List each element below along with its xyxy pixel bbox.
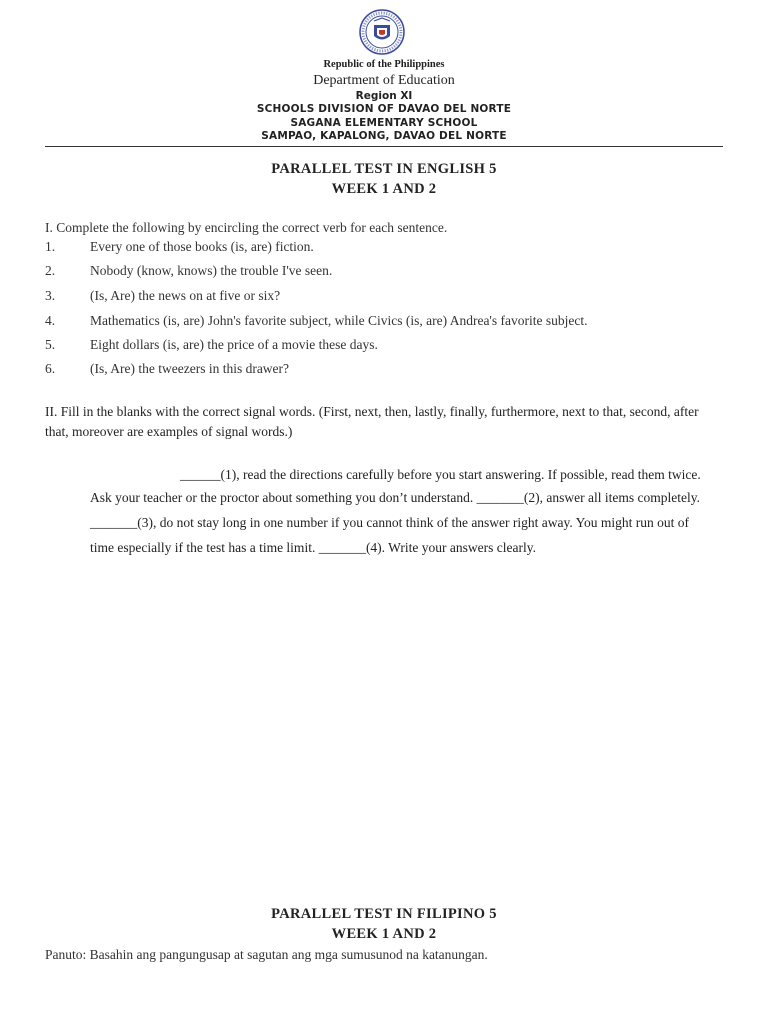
deped-seal-logo: [359, 9, 405, 55]
list-item: (Is, Are) the tweezers in this drawer?: [90, 361, 290, 376]
list-item: (Is, Are) the news on at five or six?: [90, 288, 281, 303]
division-header: SCHOOLS DIVISION OF DAVAO DEL NORTE: [256, 103, 512, 115]
item-number: 3.: [45, 288, 56, 303]
department-header: Department of Education: [313, 73, 455, 88]
list-item: Nobody (know, knows) the trouble I've seen.: [90, 263, 333, 278]
filipino-test-title: PARALLEL TEST IN FILIPINO 5: [271, 906, 497, 922]
english-test-title: PARALLEL TEST IN ENGLISH 5: [271, 161, 497, 177]
school-header: SAGANA ELEMENTARY SCHOOL: [290, 117, 478, 129]
item-number: 6.: [45, 361, 56, 376]
filipino-week-label: WEEK 1 AND 2: [331, 926, 437, 942]
passage-line: ______(1), read the directions carefully before you start answering. If possible, read them twice.: [180, 467, 701, 482]
header-divider: [45, 146, 723, 147]
english-week-label: WEEK 1 AND 2: [331, 181, 437, 197]
item-number: 4.: [45, 313, 56, 328]
passage-line: Ask your teacher or the proctor about something you don’t understand. _______(2), answer all items completely.: [90, 490, 700, 505]
filipino-instruction: Panuto: Basahin ang pangungusap at sagutan ang mga sumusunod na katanungan.: [45, 947, 488, 962]
list-item: Mathematics (is, are) John's favorite subject, while Civics (is, are) Andrea's favorite subject.: [90, 313, 588, 328]
passage-line: time especially if the test has a time limit. _______(4). Write your answers clearly.: [90, 540, 536, 555]
republic-header: Republic of the Philippines: [323, 59, 445, 70]
part1-instruction: I. Complete the following by encircling the correct verb for each sentence.: [45, 220, 448, 235]
passage-line: _______(3), do not stay long in one number if you cannot think of the answer right away. You might run out of: [90, 515, 690, 530]
list-item: Eight dollars (is, are) the price of a movie these days.: [90, 337, 378, 352]
item-number: 2.: [45, 263, 56, 278]
address-header: SAMPAO, KAPALONG, DAVAO DEL NORTE: [261, 130, 507, 142]
item-number: 5.: [45, 337, 56, 352]
item-number: 1.: [45, 239, 56, 254]
list-item: Every one of those books (is, are) fiction.: [90, 239, 314, 254]
part2-instruction: II. Fill in the blanks with the correct signal words. (First, next, then, lastly, finally, furthermore, next to that, second, after that, moreover are examples of signal words.): [45, 404, 699, 439]
region-header: Region XI: [355, 90, 413, 102]
